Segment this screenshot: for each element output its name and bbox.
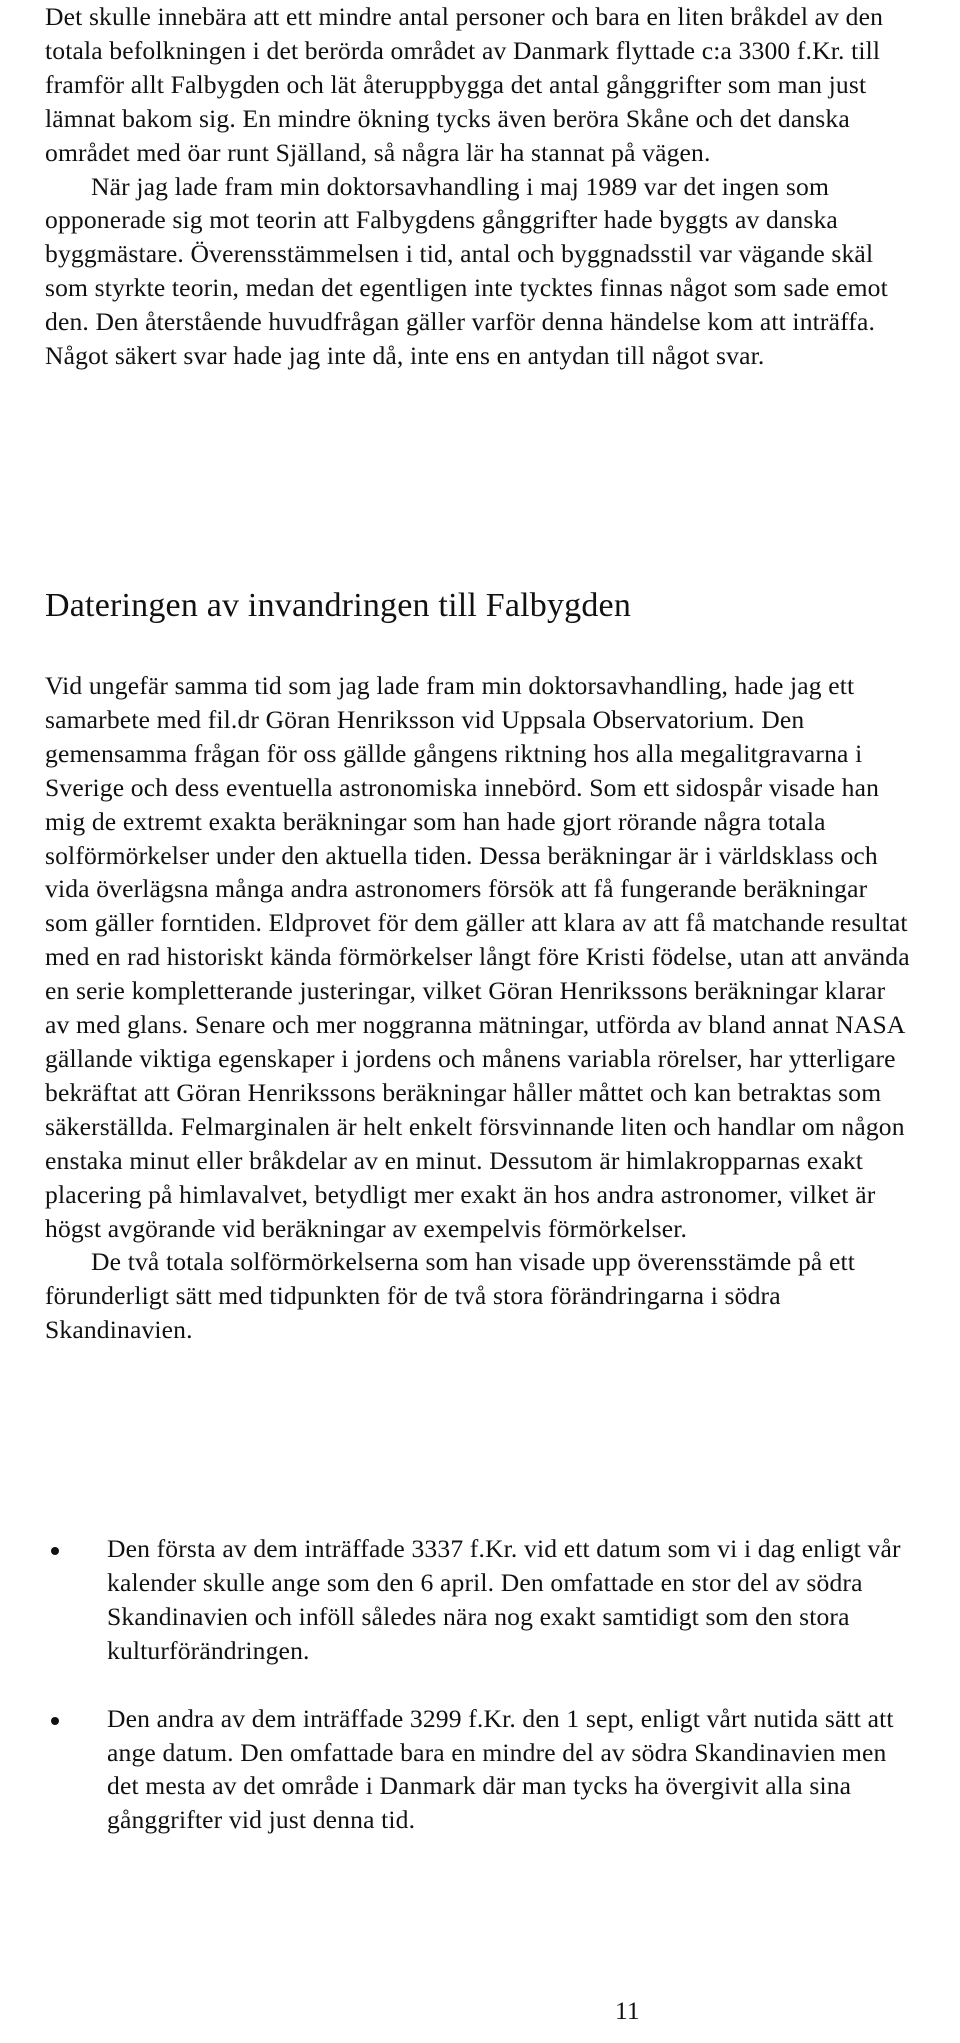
intro-paragraph-1: Det skulle innebära att ett mindre antal personer och bara en liten bråkdel av den totala befolkningen i det berörda området av Danmark flyttade c:a 3300 f.Kr. till framför allt Falbygden och lät återuppbygga det antal gånggrifter som man just lämnat bakom sig. En mindre ökning tycks även beröra Skåne och det danska området med öar runt Själland, så några lär ha stannat på vägen. xyxy=(45,2,884,167)
bullet-text-2: Den andra av dem inträffade 3299 f.Kr. den 1 sept, enligt vårt nutida sätt att ange datum. Den omfattade bara en mindre del av södra Skandinavien men det mesta av det område i Danmark där man tycks ha övergivit alla sina gånggrifter vid just denna tid. xyxy=(107,1703,894,1835)
bullet-list xyxy=(45,1532,915,1871)
section-paragraph-1: Vid ungefär samma tid som jag lade fram min doktorsavhandling, hade jag ett samarbete med fil.dr Göran Henriksson vid Uppsala Observatorium. Den gemensamma frågan för oss gällde gångens riktning hos alla megalitgravarna i Sverige och dess eventuella astronomiska innebörd. Som ett sidospår visade han mig de extremt exakta beräkningar som han hade gjort rörande några totala solförmörkelser under den aktuella tiden. Dessa beräkningar är i världsklass och vida överlägsna många andra astronomers försök att få fungerande beräkningar som gäller forntiden. Eldprovet för dem gäller att klara av att få matchande resultat med en rad historiskt kända förmörkelser långt före Kristi födelse, utan att använda en serie kompletterande justeringar, vilket Göran Henrikssons beräkningar klarar av med glans. Senare och mer noggranna mätningar, utförda av bland annat NASA gällande viktiga egenskaper i jordens och månens variabla rörelser, har ytterligare bekräftat att Göran Henrikssons beräkningar håller måttet och kan betraktas som säkerställda. Felmarginalen är helt enkelt försvinnande liten och handlar om någon enstaka minut eller bråkdelar av en minut. Dessutom är himlakropparnas exakt placering på himlavalvet, betydligt mer exakt än hos andra astronomer, vilket är högst avgörande vid beräkningar av exempelvis förmörkelser. xyxy=(45,671,910,1243)
intro-block xyxy=(45,0,915,373)
list-item xyxy=(45,1702,915,1838)
section-body xyxy=(45,669,915,1347)
section-heading: Dateringen av invandringen till Falbygden xyxy=(45,587,632,624)
bullet-icon xyxy=(51,1547,59,1555)
intro-paragraph-2: När jag lade fram min doktorsavhandling i maj 1989 var det ingen som opponerade sig mot teorin att Falbygdens gånggrifter hade byggts av danska byggmästare. Överensstämmelsen i tid, antal och byggnadsstil var vägande skäl som styrkte teorin, medan det egentligen inte tycktes finnas något som sade emot den. Den återstående huvudfrågan gäller varför denna händelse kom att inträffa. Något säkert svar hade jag inte då, inte ens en antydan till något svar. xyxy=(45,171,888,371)
section-paragraph-2: De två totala solförmörkelserna som han visade upp överensstämde på ett förunderligt sätt med tidpunkten för de två stora förändringarna i södra Skandinavien. xyxy=(45,1247,856,1345)
page-number: 11 xyxy=(615,1996,640,2025)
bullet-text-1: Den första av dem inträffade 3337 f.Kr. vid ett datum som vi i dag enligt vår kalender skulle ange som den 6 april. Den omfattade en stor del av södra Skandinavien och inföll således nära nog exakt samtidigt som den stora kulturförändringen. xyxy=(107,1534,901,1665)
bullet-icon xyxy=(51,1717,59,1725)
list-item xyxy=(45,1532,915,1668)
